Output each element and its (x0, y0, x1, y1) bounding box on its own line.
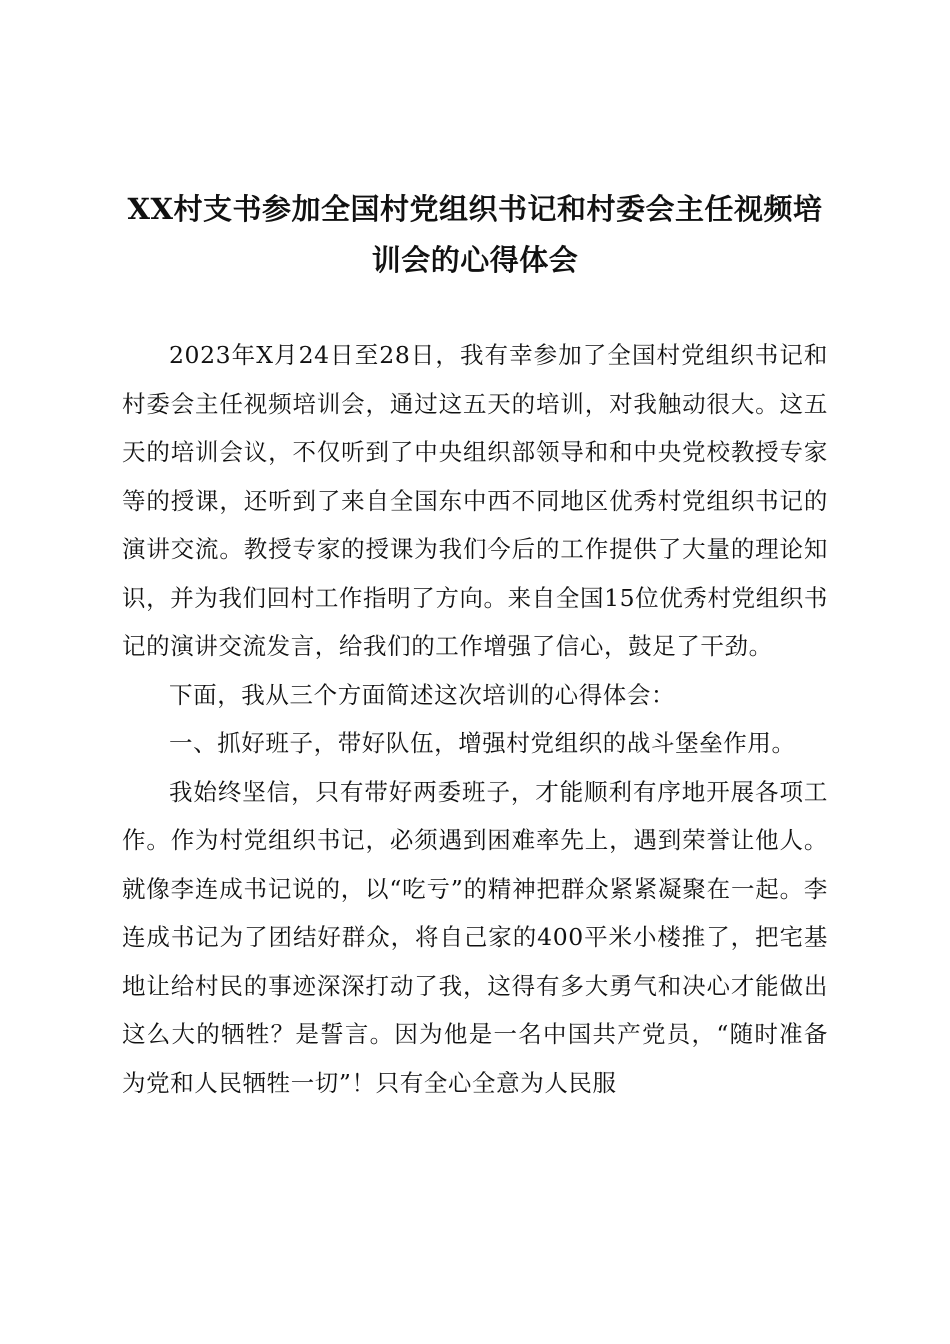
paragraph-intro: 2023年X月24日至28日，我有幸参加了全国村党组织书记和村委会主任视频培训会，通过这五天的培训，对我触动很大。这五天的培训会议，不仅听到了中央组织部领导和和中央党校教授专家等的授课，还听到了来自全国东中西不同地区优秀村党组织书记的演讲交流。教授专家的授课为我们今后的工作提供了大量的理论知识，并为我们回村工作指明了方向。来自全国15位优秀村党组织书记的演讲交流发言，给我们的工作增强了信心，鼓足了干劲。 (122, 341, 828, 660)
section-heading-1: 一、抓好班子，带好队伍，增强村党组织的战斗堡垒作用。 (169, 729, 796, 757)
document-body (122, 331, 828, 1107)
paragraph-overview: 下面，我从三个方面简述这次培训的心得体会： (169, 680, 676, 709)
paragraph-section-1: 我始终坚信，只有带好两委班子，才能顺利有序地开展各项工作。作为村党组织书记，必须遇到困难率先上，遇到荣誉让他人。就像李连成书记说的，以“吃亏”的精神把群众紧紧凝聚在一起。李连成书记为了团结好群众，将自己家的400平米小楼推了，把宅基地让给村民的事迹深深打动了我，这得有多大勇气和决心才能做出这么大的牺牲？是誓言。因为他是一名中国共产党员，“随时准备为党和人民牺牲一切”！只有全心全意为人民服 (122, 777, 828, 1097)
document-title: XX村支书参加全国村党组织书记和村委会主任视频培训会的心得体会 (127, 192, 823, 277)
